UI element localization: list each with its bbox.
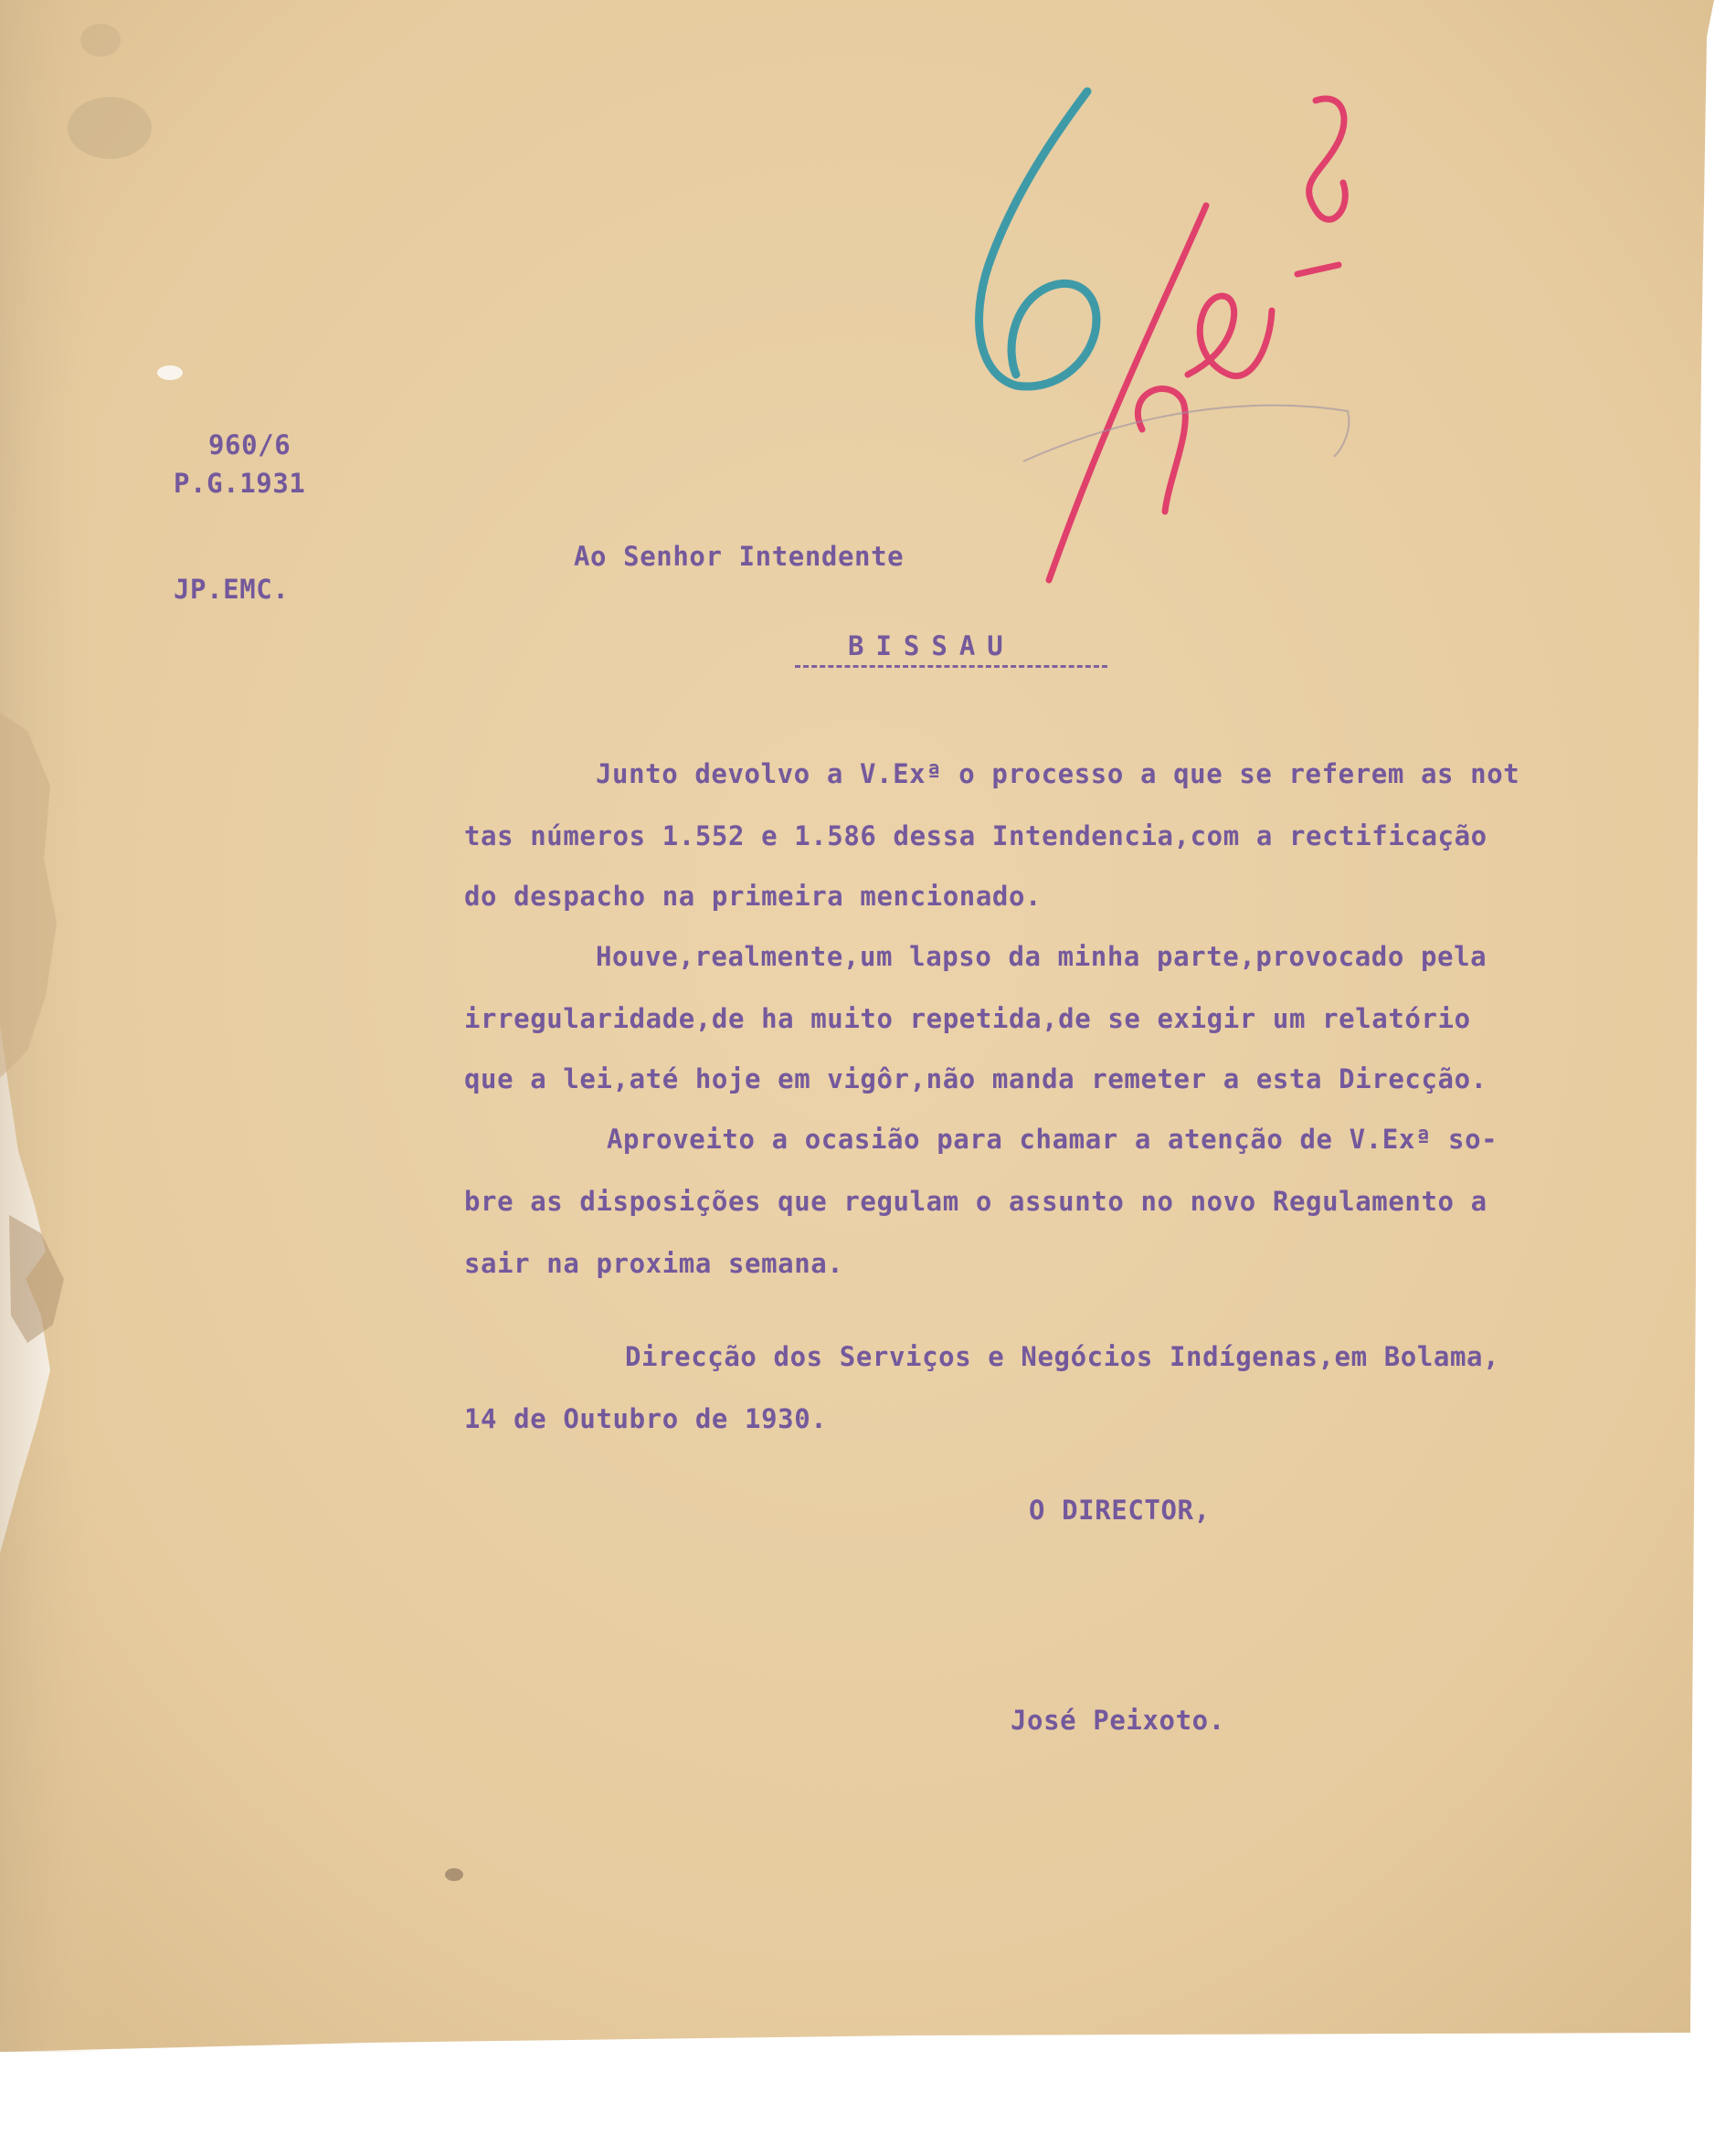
date-line: 14 de Outubro de 1930. (464, 1403, 828, 1434)
addressee-line: Ao Senhor Intendente (574, 541, 905, 572)
body-line: do despacho na primeira mencionado. (464, 881, 1043, 912)
city-underline (795, 665, 1107, 668)
body-line: irregularidade,de ha muito repetida,de se exigir um relatório (464, 1003, 1471, 1034)
signatory-name: José Peixoto. (1011, 1705, 1225, 1736)
signatory-title: O DIRECTOR, (1029, 1495, 1211, 1526)
body-line: sair na proxima semana. (464, 1248, 844, 1279)
body-line: Junto devolvo a V.Exª o processo a que se referem as not (596, 758, 1520, 789)
typist-initials: JP.EMC. (174, 574, 290, 605)
body-line: que a lei,até hoje em vigôr,não manda remeter a esta Direcção. (464, 1063, 1487, 1094)
body-line: Aproveito a ocasião para chamar a atenção de V.Exª so- (607, 1124, 1498, 1155)
place-line: Direcção dos Serviços e Negócios Indígenas,em Bolama, (625, 1341, 1500, 1372)
reference-number: 960/6 (208, 429, 291, 460)
city-heading: BISSAU (848, 630, 1015, 661)
body-line: tas números 1.552 e 1.586 dessa Intendencia,com a rectificação (464, 820, 1487, 851)
body-line: bre as disposições que regulam o assunto no novo Regulamento a (464, 1186, 1487, 1217)
reference-year: P.G.1931 (174, 468, 306, 499)
body-line: Houve,realmente,um lapso da minha parte,provocado pela (596, 941, 1487, 972)
